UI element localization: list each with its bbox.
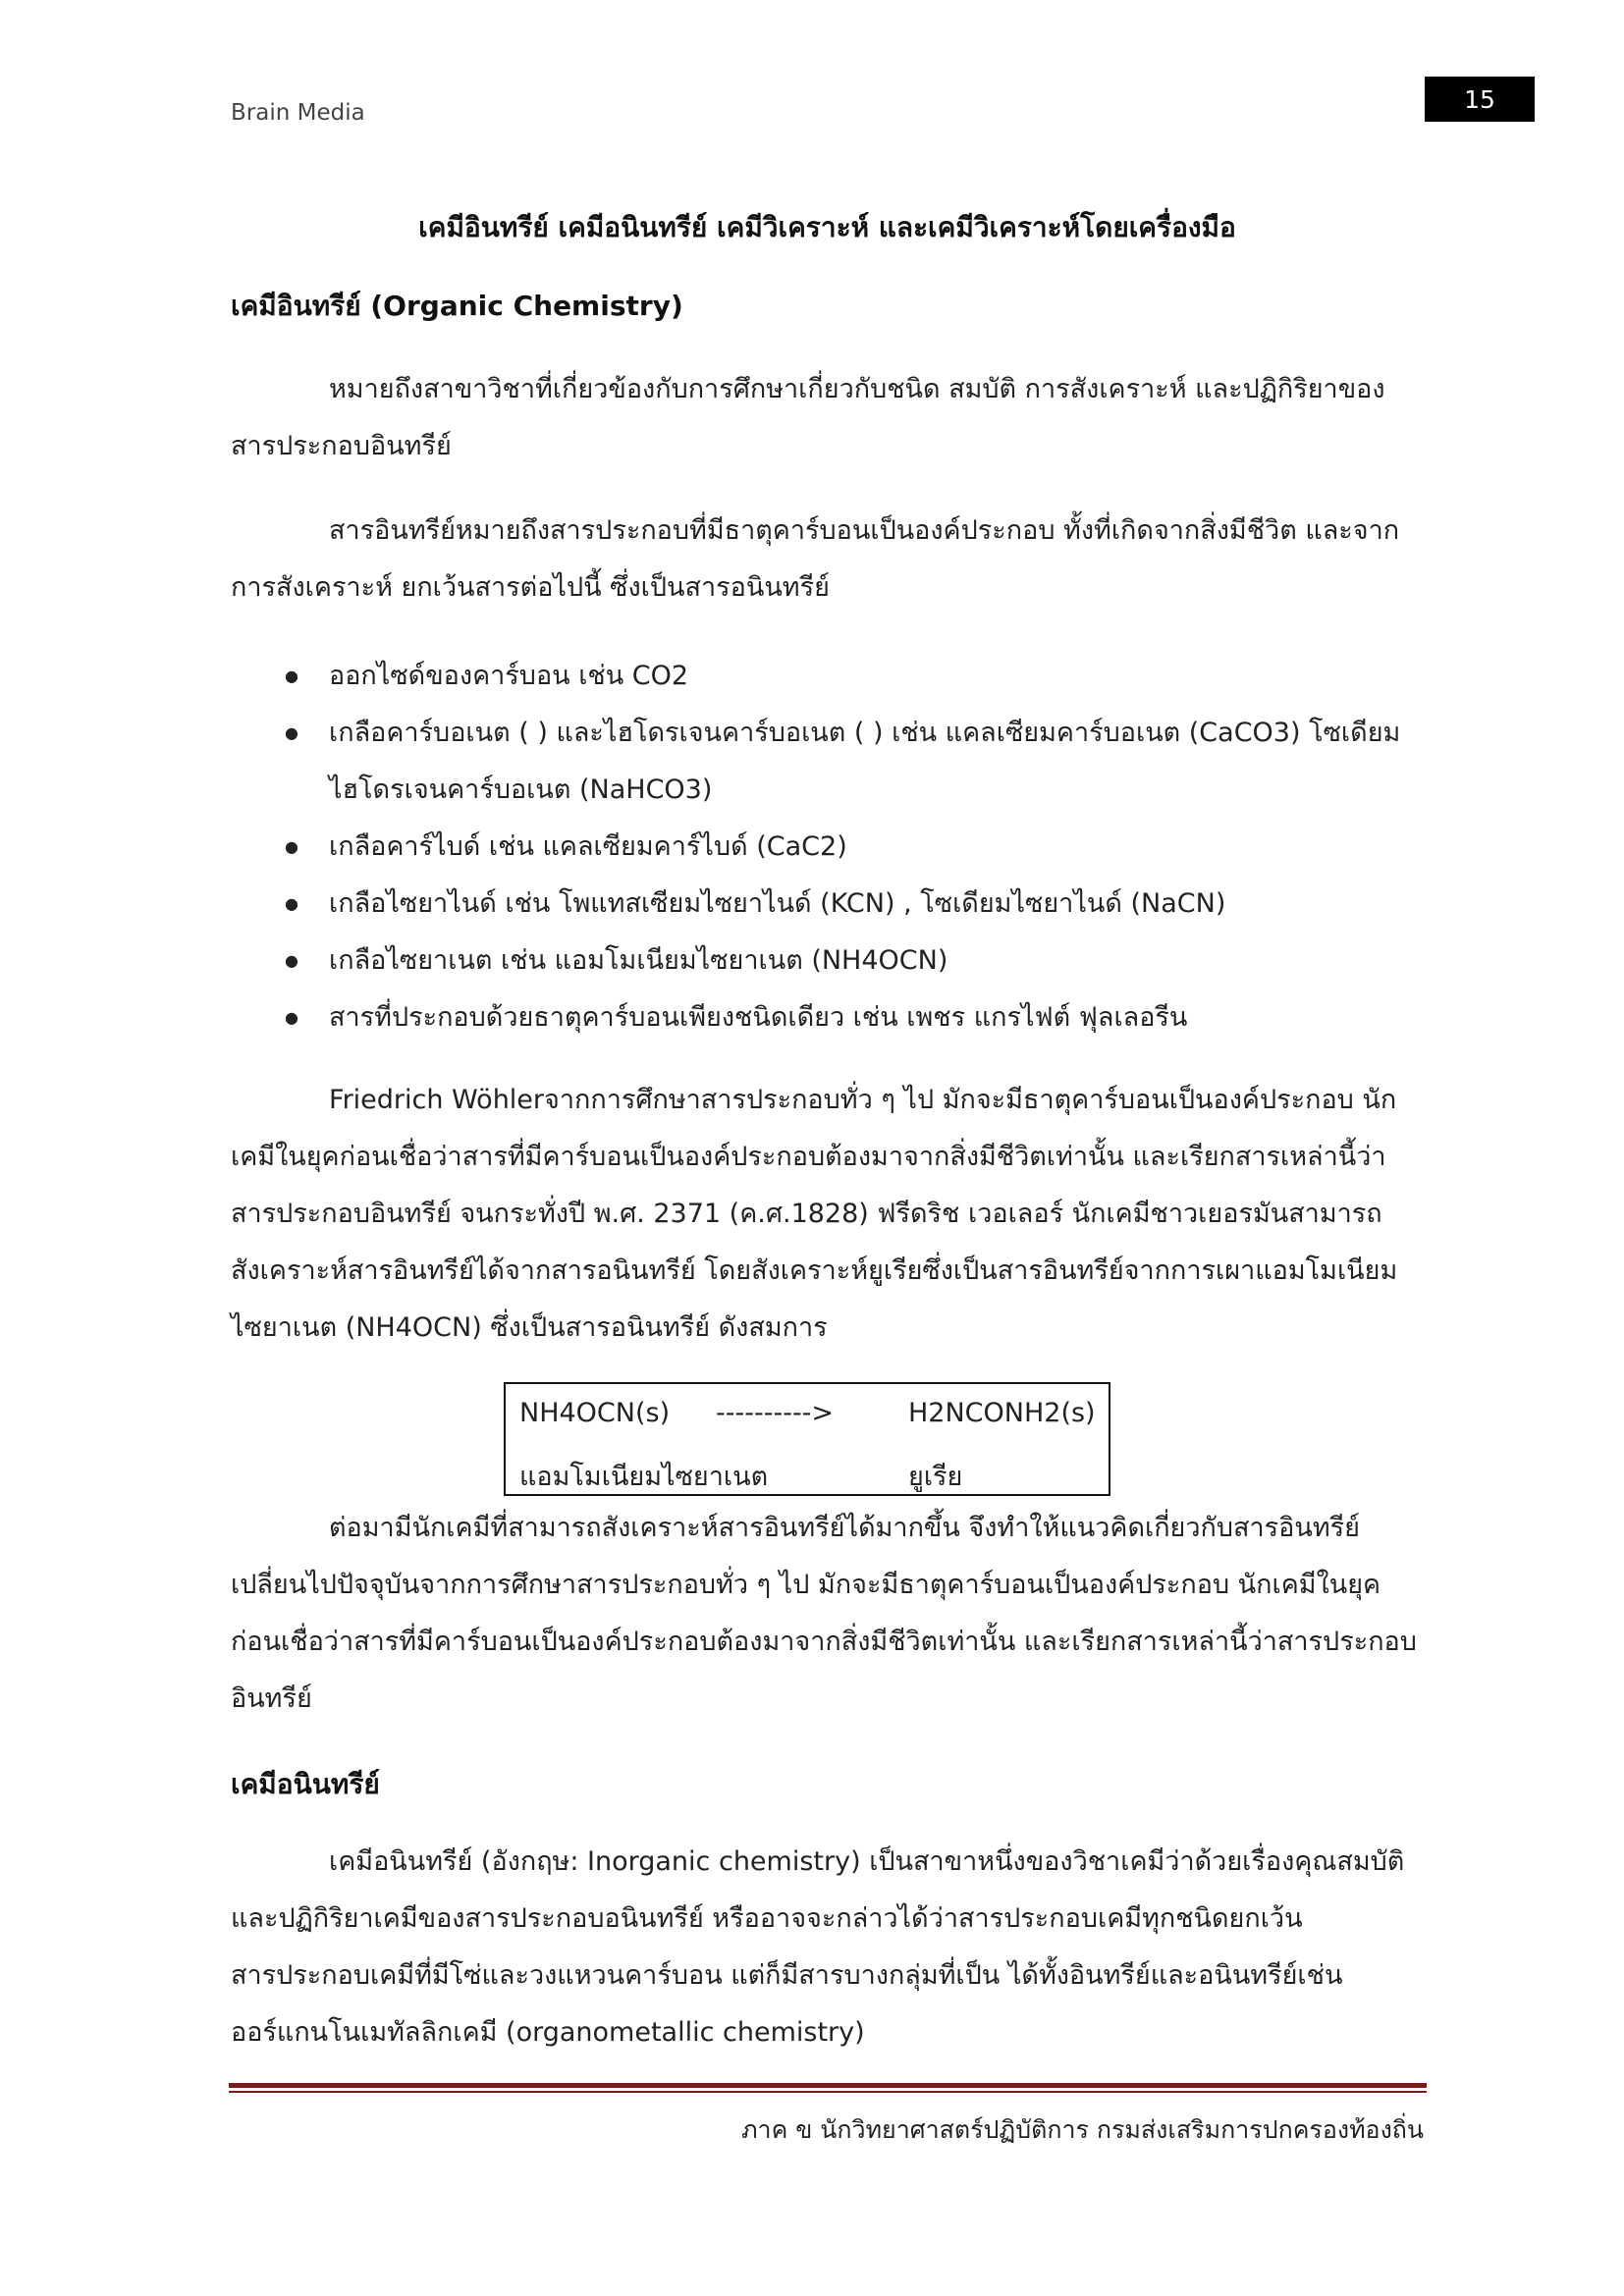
equation-reactant-name: แอมโมเนียมไซยาเนต [519,1462,769,1492]
paragraph-wohler-history: Friedrich Wöhlerจากการศึกษาสารประกอบทั่ว ๆ ไป มักจะมีธาตุคาร์บอนเป็นองค์ประกอบ นักเคมีในยุคก่อนเชื่อว่าสารที่มีคาร์บอนเป็นองค์ประกอบต้องมาจากสิ่งมีชีวิตเท่านั้น และเรียกสารเหล่านี้ว่าสารประกอบอินทรีย์ จนกระทั่งปี พ.ศ. 2371 (ค.ศ.1828) ฟรีดริช เวอเลอร์ นักเคมีชาวเยอรมันสามารถสังเคราะห์สารอินทรีย์ได้จากสารอนินทรีย์ โดยสังเคราะห์ยูเรียซึ่งเป็นสารอินทรีย์จากการเผาแอมโมเนียมไซยาเนต (NH4OCN) ซึ่งเป็นสารอนินทรีย์ ดังสมการ [231,1085,1398,1343]
page-header-label: Brain Media [231,100,365,126]
equation-product: H2NCONH2(s) [908,1398,1096,1428]
list-item: ● เกลือไซยาเนต เช่น แอมโมเนียมไซยาเนต (NH4OCN) [231,933,1424,989]
equation-reactant: NH4OCN(s) [519,1398,671,1428]
equation-product-name: ยูเรีย [908,1462,963,1492]
paragraph-organic-definition: หมายถึงสาขาวิชาที่เกี่ยวข้องกับการศึกษาเกี่ยวกับชนิด สมบัติ การสังเคราะห์ และปฏิกิริยาของสารประกอบอินทรีย์ [231,374,1385,461]
list-item: ● สารที่ประกอบด้วยธาตุคาร์บอนเพียงชนิดเดียว เช่น เพชร แกรไฟต์ ฟุลเลอรีน [231,989,1424,1046]
footer-rule-thin [229,2091,1427,2093]
list-item: ● เกลือคาร์ไบด์ เช่น แคลเซียมคาร์ไบด์ (CaC2) [231,819,1424,876]
paragraph-inorganic-definition: เคมีอนินทรีย์ (อังกฤษ: Inorganic chemistry) เป็นสาขาหนึ่งของวิชาเคมีว่าด้วยเรื่องคุณสมบัติและปฏิกิริยาเคมีของสารประกอบอนินทรีย์ หรืออาจจะกล่าวได้ว่าสารประกอบเคมีทุกชนิดยกเว้นสารประกอบเคมีที่มีโซ่และวงแหวนคาร์บอน แต่ก็มีสารบางกลุ่มที่เป็น ได้ทั้งอินทรีย์และอนินทรีย์เช่น ออร์แกนโนเมทัลลิกเคมี (organometallic chemistry) [231,1846,1405,2048]
list-item: ● ออกไซด์ของคาร์บอน เช่น CO2 [231,648,1424,705]
paragraph-organic-later: ต่อมามีนักเคมีที่สามารถสังเคราะห์สารอินทรีย์ได้มากขึ้น จึงทำให้แนวคิดเกี่ยวกับสารอินทรีย์เปลี่ยนไปปัจจุบันจากการศึกษาสารประกอบทั่ว ๆ ไป มักจะมีธาตุคาร์บอนเป็นองค์ประกอบ นักเคมีในยุคก่อนเชื่อว่าสารที่มีคาร์บอนเป็นองค์ประกอบต้องมาจากสิ่งมีชีวิตเท่านั้น และเรียกสารเหล่านี้ว่าสารประกอบอินทรีย์ [231,1513,1417,1714]
footer-text: ภาค ข นักวิทยาศาสตร์ปฏิบัติการ กรมส่งเสริมการปกครองท้องถิ่น [741,2115,1424,2144]
section-heading-organic: เคมีอินทรีย์ (Organic Chemistry) [231,290,683,322]
page-number-badge: 15 [1425,77,1535,122]
equation-box [504,1382,1110,1496]
exceptions-bullet-list [231,648,1424,1046]
list-item: ● เกลือไซยาไนด์ เช่น โพแทสเซียมไซยาไนด์ (KCN) , โซเดียมไซยาไนด์ (NaCN) [231,876,1424,933]
paragraph-organic-substances: สารอินทรีย์หมายถึงสารประกอบที่มีธาตุคาร์บอนเป็นองค์ประกอบ ทั้งที่เกิดจากสิ่งมีชีวิต และจากการสังเคราะห์ ยกเว้นสารต่อไปนี้ ซึ่งเป็นสารอนินทรีย์ [231,515,1400,603]
list-item: ● เกลือคาร์บอเนต ( ) และไฮโดรเจนคาร์บอเนต ( ) เช่น แคลเซียมคาร์บอเนต (CaCO3) โซเดียมไฮโดรเจนคาร์บอเนต (NaHCO3) [231,705,1424,819]
footer-rule [229,2083,1427,2088]
section-heading-inorganic: เคมีอนินทรีย์ [231,1768,380,1800]
equation-arrow: ----------> [716,1398,835,1428]
page-title: เคมีอินทรีย์ เคมีอนินทรีย์ เคมีวิเคราะห์ และเคมีวิเคราะห์โดยเครื่องมือ [418,211,1236,243]
